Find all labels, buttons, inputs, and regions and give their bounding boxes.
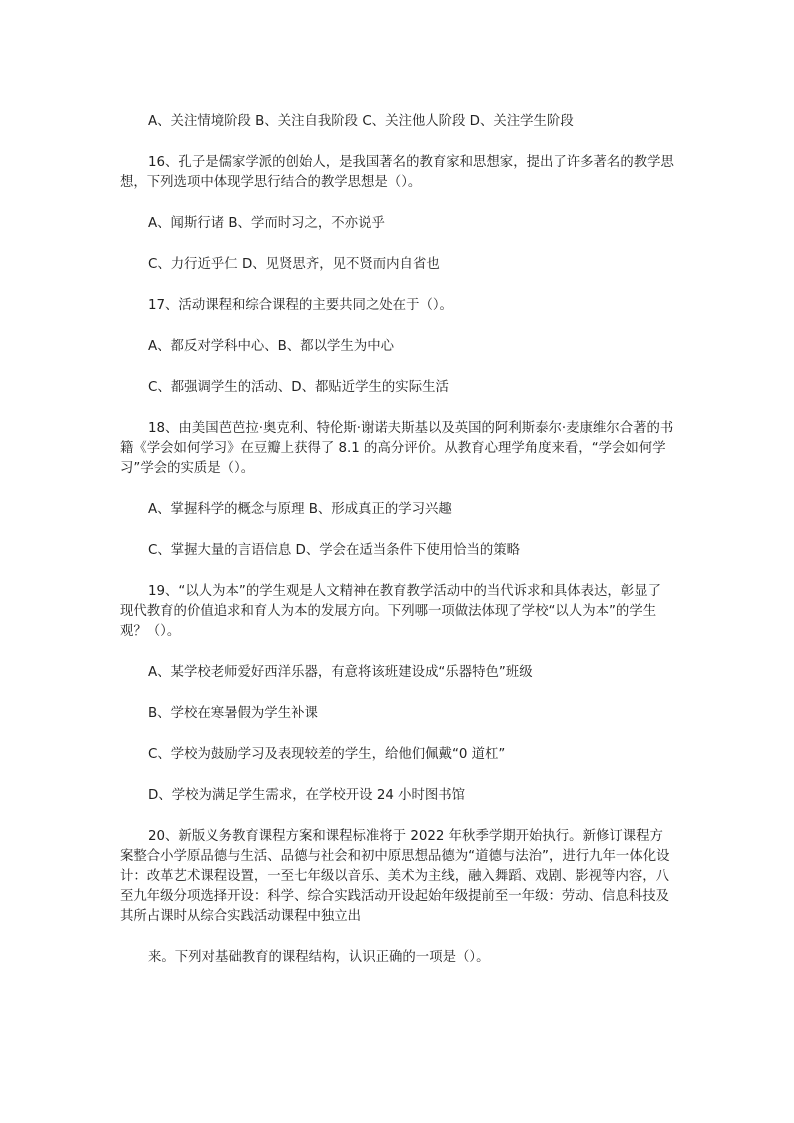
q19-option-a: A、某学校老师爱好西洋乐器，有意将该班建设成“乐器特色”班级 xyxy=(148,665,533,680)
q17-options-cd: C、都强调学生的活动、D、都贴近学生的实际生活 xyxy=(148,380,449,395)
q16-stem: 16、孔子是儒家学派的创始人，是我国著名的教育家和思想家，提出了许多著名的教学思想，下列选项中体现学思行结合的教学思想是（）。 xyxy=(120,155,674,190)
q18-options-cd: C、掌握大量的言语信息 D、学会在适当条件下使用恰当的策略 xyxy=(148,543,521,558)
q15-options: A、关注情境阶段 B、关注自我阶段 C、关注他人阶段 D、关注学生阶段 xyxy=(148,114,574,129)
q16-options-cd: C、力行近乎仁 D、见贤思齐，见不贤而内自省也 xyxy=(148,257,440,272)
q19-option-b: B、学校在寒暑假为学生补课 xyxy=(148,706,318,721)
q18-options-ab: A、掌握科学的概念与原理 B、形成真正的学习兴趣 xyxy=(148,502,452,517)
q20-stem: 20、新版义务教育课程方案和课程标准将于 2022 年秋季学期开始执行。新修订课程方案整合小学原品德与生活、品德与社会和初中原思想品德为“道德与法治”，进行九年一体化设计：改革艺术课程设置，一至七年级以音乐、美术为主线，融入舞蹈、戏剧、影视等内容，八至九年级分项选择开设：科学、综合实践活动开设起始年级提前至一年级：劳动、信息科技及其所占课时从综合实践活动课程中独立出 xyxy=(120,829,670,924)
q18-stem: 18、由美国芭芭拉·奥克利、特伦斯·谢诺夫斯基以及英国的阿利斯泰尔·麦康维尔合著的书籍《学会如何学习》在豆瓣上获得了 8.1 的高分评价。从教育心理学角度来看，“学会如何学习”学会的实质是（）。 xyxy=(120,421,674,476)
q19-option-c: C、学校为鼓励学习及表现较差的学生，给他们佩戴“0 道杠” xyxy=(148,747,506,762)
q19-option-d: D、学校为满足学生需求，在学校开设 24 小时图书馆 xyxy=(148,788,466,803)
q16-options-ab: A、闻斯行诸 B、学而时习之，不亦说乎 xyxy=(148,216,385,231)
q17-options-ab: A、都反对学科中心、B、都以学生为中心 xyxy=(148,339,394,354)
q19-stem: 19、“以人为本”的学生观是人文精神在教育教学活动中的当代诉求和具体表达，彰显了现代教育的价值追求和育人为本的发展方向。下列哪一项做法体现了学校“以人为本”的学生观？（）。 xyxy=(120,584,661,639)
q20-stem-continued: 来。下列对基础教育的课程结构，认识正确的一项是（）。 xyxy=(148,950,490,965)
q17-stem: 17、活动课程和综合课程的主要共同之处在于（）。 xyxy=(148,298,453,313)
